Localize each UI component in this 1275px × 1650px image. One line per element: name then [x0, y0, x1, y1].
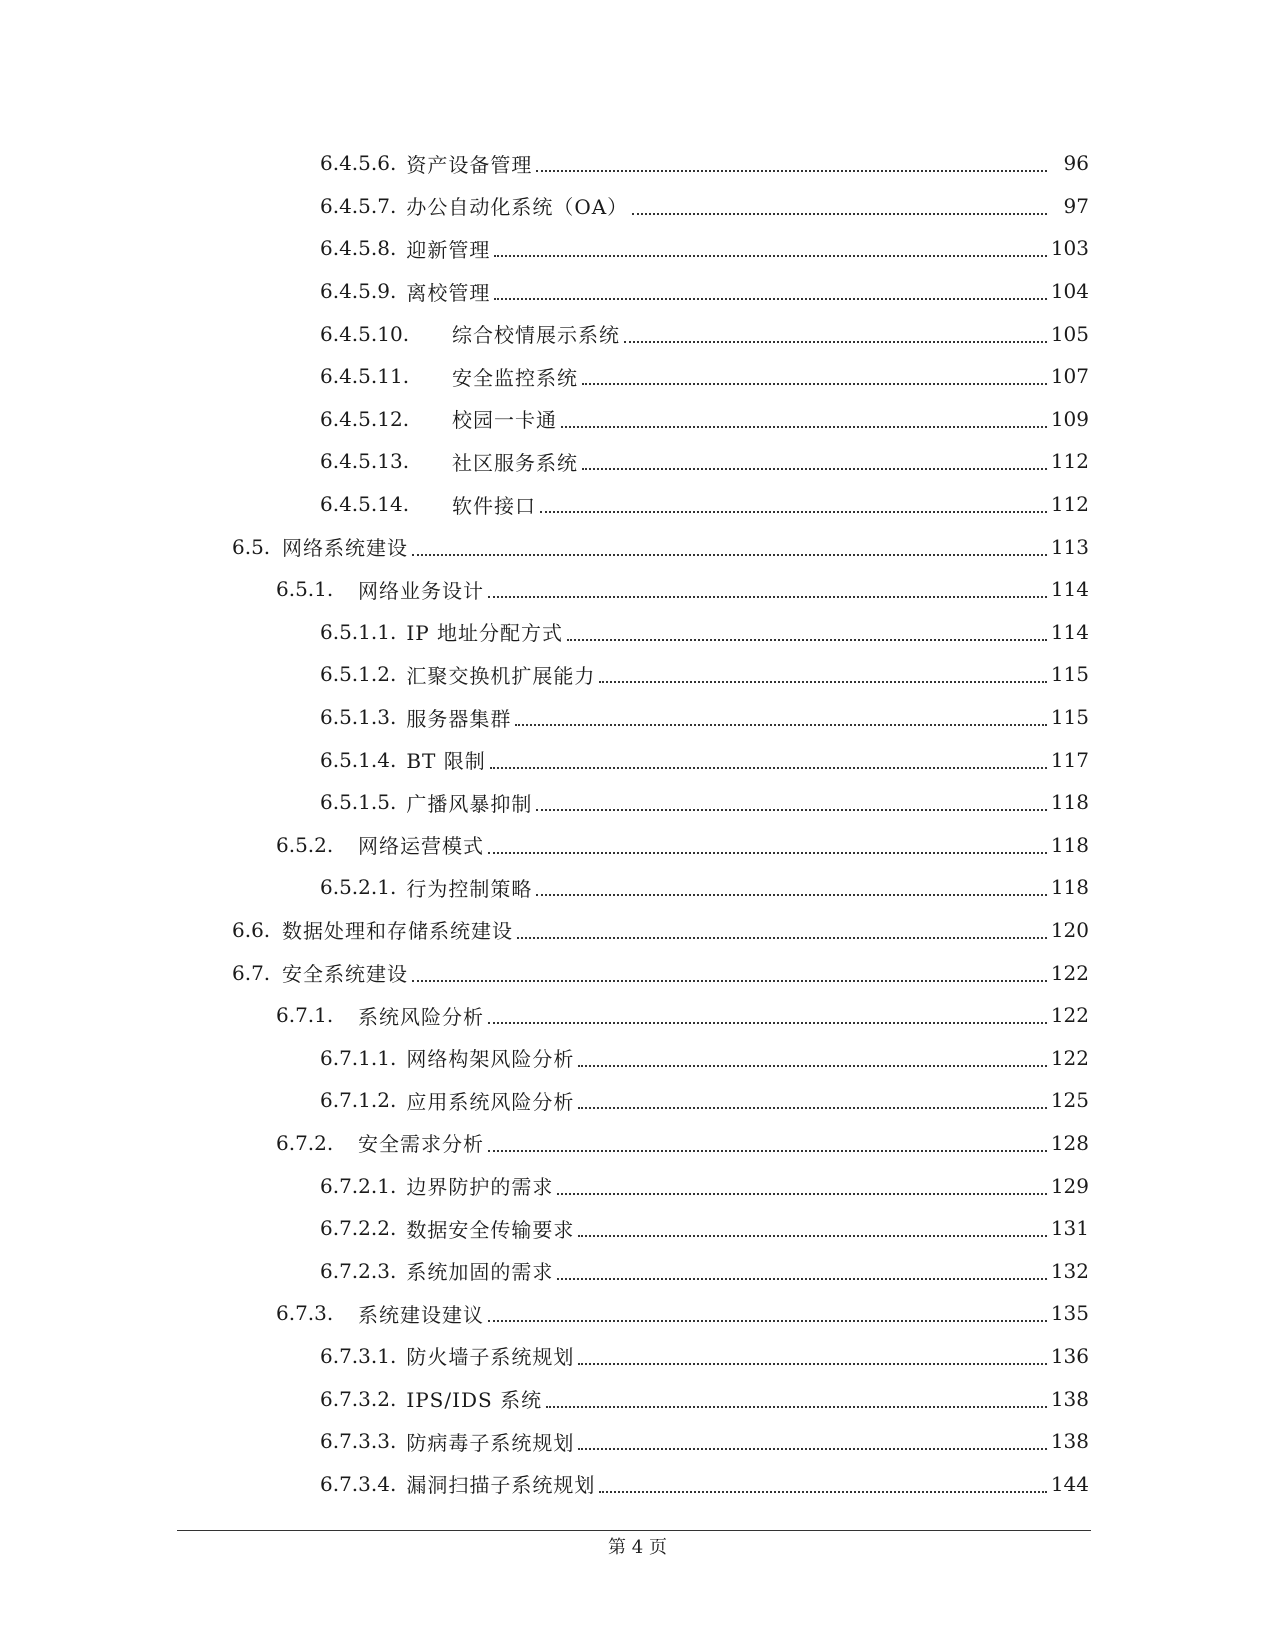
entry-number: 6.4.5.8. — [320, 236, 397, 261]
dot-leader — [412, 554, 1047, 556]
entry-page-number: 122 — [1050, 960, 1089, 985]
entry-page-number: 144 — [1050, 1471, 1089, 1496]
dot-leader — [488, 852, 1047, 854]
entry-number: 6.4.5.12. — [320, 406, 410, 431]
toc-entry[interactable] — [0, 1079, 1275, 1122]
dot-leader — [599, 681, 1047, 683]
entry-title: 边界防护的需求 — [406, 1175, 554, 1200]
dot-leader — [494, 255, 1047, 257]
dot-leader — [578, 1235, 1047, 1237]
toc-entry[interactable] — [0, 568, 1275, 611]
entry-number: 6.4.5.13. — [320, 449, 410, 474]
entry-title: 网络业务设计 — [358, 578, 484, 603]
dot-leader — [488, 596, 1047, 598]
toc-entry[interactable] — [0, 1036, 1275, 1079]
toc-entry[interactable] — [0, 440, 1275, 483]
entry-title: 网络运营模式 — [358, 834, 484, 859]
entry-title: 离校管理 — [406, 280, 491, 305]
entry-number: 6.4.5.7. — [320, 193, 397, 218]
entry-number: 6.7.3.4. — [320, 1471, 397, 1496]
entry-page-number: 131 — [1050, 1216, 1089, 1241]
toc-entry[interactable] — [0, 994, 1275, 1037]
toc-entry[interactable] — [0, 227, 1275, 270]
toc-entry[interactable] — [0, 142, 1275, 185]
entry-page-number: 120 — [1050, 917, 1089, 942]
entry-title: 迎新管理 — [406, 237, 491, 262]
toc-entry[interactable] — [0, 781, 1275, 824]
entry-page-number: 96 — [1063, 151, 1089, 176]
entry-title: 网络系统建设 — [282, 536, 408, 561]
entry-title: 系统加固的需求 — [406, 1260, 554, 1285]
entry-page-number: 128 — [1050, 1130, 1089, 1155]
entry-number: 6.7.2. — [276, 1130, 334, 1155]
entry-title: 办公自动化系统（OA） — [406, 195, 629, 220]
entry-number: 6.6. — [232, 917, 271, 942]
entry-number: 6.7.2.2. — [320, 1216, 397, 1241]
entry-title: 广播风暴抑制 — [406, 791, 533, 816]
entry-number: 6.5.1.5. — [320, 790, 397, 815]
dot-leader — [582, 468, 1047, 470]
toc-entry[interactable] — [0, 312, 1275, 355]
toc-entry[interactable] — [0, 1462, 1275, 1505]
dot-leader — [624, 341, 1047, 343]
dot-leader — [517, 937, 1047, 939]
entry-title: 行为控制策略 — [406, 876, 533, 901]
entry-page-number: 118 — [1050, 790, 1089, 815]
dot-leader — [546, 1406, 1047, 1408]
entry-title: 防火墙子系统规划 — [406, 1345, 575, 1370]
entry-page-number: 113 — [1050, 534, 1089, 559]
entry-number: 6.7.3. — [276, 1301, 334, 1326]
toc-entry[interactable] — [0, 824, 1275, 867]
entry-number: 6.7.2.3. — [320, 1258, 397, 1283]
entry-number: 6.4.5.6. — [320, 151, 397, 176]
entry-title: 软件接口 — [452, 493, 536, 518]
toc-entry[interactable] — [0, 909, 1275, 952]
entry-number: 6.5.2.1. — [320, 875, 397, 900]
entry-page-number: 138 — [1050, 1386, 1089, 1411]
dot-leader — [578, 1448, 1047, 1450]
entry-title: 服务器集群 — [406, 706, 512, 731]
entry-page-number: 114 — [1050, 577, 1089, 602]
dot-leader — [488, 1320, 1047, 1322]
toc-entry[interactable] — [0, 1164, 1275, 1207]
entry-title: 防病毒子系统规划 — [406, 1430, 575, 1455]
toc-entry[interactable] — [0, 866, 1275, 909]
entry-page-number: 129 — [1050, 1173, 1089, 1198]
entry-title: 资产设备管理 — [406, 152, 533, 177]
footer-divider — [177, 1530, 1091, 1531]
dot-leader — [412, 980, 1047, 982]
dot-leader — [557, 1193, 1047, 1195]
entry-page-number: 136 — [1050, 1343, 1089, 1368]
entry-page-number: 118 — [1050, 875, 1089, 900]
dot-leader — [515, 724, 1047, 726]
entry-page-number: 115 — [1050, 662, 1089, 687]
toc-entry[interactable] — [0, 270, 1275, 313]
entry-title: 安全系统建设 — [282, 962, 408, 987]
dot-leader — [567, 639, 1047, 641]
entry-title: 系统建设建议 — [358, 1302, 484, 1327]
entry-number: 6.4.5.9. — [320, 279, 397, 304]
entry-number: 6.5.2. — [276, 832, 334, 857]
dot-leader — [561, 426, 1047, 428]
page-footer-label: 第 4 页 — [608, 1537, 667, 1558]
dot-leader — [632, 213, 1047, 215]
toc-entry[interactable] — [0, 1249, 1275, 1292]
toc-entry[interactable] — [0, 483, 1275, 526]
entry-title: 数据安全传输要求 — [406, 1217, 575, 1242]
toc-entry[interactable] — [0, 611, 1275, 654]
entry-page-number: 135 — [1050, 1301, 1089, 1326]
toc-entry[interactable] — [0, 1207, 1275, 1250]
entry-page-number: 104 — [1050, 279, 1089, 304]
entry-number: 6.7.3.3. — [320, 1429, 397, 1454]
toc-entry[interactable] — [0, 1292, 1275, 1335]
entry-number: 6.7.1.2. — [320, 1088, 397, 1113]
entry-number: 6.5.1.4. — [320, 747, 397, 772]
dot-leader — [599, 1491, 1047, 1493]
entry-page-number: 103 — [1050, 236, 1089, 261]
dot-leader — [557, 1278, 1047, 1280]
toc-entry[interactable] — [0, 1122, 1275, 1165]
dot-leader — [578, 1065, 1047, 1067]
dot-leader — [578, 1107, 1047, 1109]
entry-title: 汇聚交换机扩展能力 — [406, 663, 596, 688]
entry-title: IP 地址分配方式 — [406, 621, 564, 646]
entry-number: 6.4.5.11. — [320, 364, 410, 389]
entry-number: 6.4.5.10. — [320, 321, 410, 346]
toc-entry[interactable] — [0, 1335, 1275, 1378]
entry-title: 综合校情展示系统 — [452, 323, 620, 348]
toc-entry[interactable] — [0, 1420, 1275, 1463]
entry-number: 6.7. — [232, 960, 271, 985]
dot-leader — [488, 1022, 1047, 1024]
entry-number: 6.5. — [232, 534, 271, 559]
entry-number: 6.7.2.1. — [320, 1173, 397, 1198]
dot-leader — [578, 1363, 1047, 1365]
entry-page-number: 122 — [1050, 1045, 1089, 1070]
entry-page-number: 114 — [1050, 619, 1089, 644]
entry-page-number: 125 — [1050, 1088, 1089, 1113]
entry-page-number: 132 — [1050, 1258, 1089, 1283]
dot-leader — [536, 170, 1047, 172]
entry-number: 6.4.5.14. — [320, 492, 410, 517]
entry-number: 6.5.1.3. — [320, 705, 397, 730]
toc-entry[interactable] — [0, 355, 1275, 398]
entry-page-number: 117 — [1050, 747, 1089, 772]
entry-page-number: 122 — [1050, 1003, 1089, 1028]
entry-title: 校园一卡通 — [452, 408, 557, 433]
entry-title: 应用系统风险分析 — [406, 1089, 575, 1114]
toc-entry[interactable] — [0, 525, 1275, 568]
toc-entry[interactable] — [0, 185, 1275, 228]
dot-leader — [536, 894, 1047, 896]
dot-leader — [490, 767, 1047, 769]
entry-page-number: 138 — [1050, 1429, 1089, 1454]
toc-entry[interactable] — [0, 398, 1275, 441]
dot-leader — [540, 511, 1047, 513]
toc-entry[interactable] — [0, 738, 1275, 781]
entry-title: 社区服务系统 — [452, 450, 578, 475]
entry-title: BT 限制 — [406, 749, 486, 774]
entry-page-number: 107 — [1050, 364, 1089, 389]
entry-title: 安全需求分析 — [358, 1132, 484, 1157]
toc-entry[interactable] — [0, 951, 1275, 994]
entry-page-number: 105 — [1050, 321, 1089, 346]
toc-entry[interactable] — [0, 653, 1275, 696]
dot-leader — [488, 1150, 1047, 1152]
table-of-contents — [0, 142, 1275, 1505]
entry-number: 6.7.1.1. — [320, 1045, 397, 1070]
entry-title: 数据处理和存储系统建设 — [282, 919, 513, 944]
dot-leader — [494, 298, 1047, 300]
entry-page-number: 109 — [1050, 406, 1089, 431]
entry-title: 网络构架风险分析 — [406, 1047, 575, 1072]
entry-title: 系统风险分析 — [358, 1004, 484, 1029]
entry-page-number: 115 — [1050, 705, 1089, 730]
entry-page-number: 118 — [1050, 832, 1089, 857]
entry-page-number: 97 — [1063, 193, 1089, 218]
entry-page-number: 112 — [1050, 492, 1089, 517]
entry-number: 6.7.3.1. — [320, 1343, 397, 1368]
toc-entry[interactable] — [0, 696, 1275, 739]
entry-number: 6.7.3.2. — [320, 1386, 397, 1411]
entry-number: 6.7.1. — [276, 1003, 334, 1028]
entry-title: 漏洞扫描子系统规划 — [406, 1473, 596, 1498]
entry-number: 6.5.1. — [276, 577, 334, 602]
entry-page-number: 112 — [1050, 449, 1089, 474]
dot-leader — [536, 809, 1047, 811]
entry-title: IPS/IDS 系统 — [406, 1388, 543, 1413]
toc-entry[interactable] — [0, 1377, 1275, 1420]
dot-leader — [582, 383, 1047, 385]
entry-number: 6.5.1.1. — [320, 619, 397, 644]
entry-title: 安全监控系统 — [452, 365, 578, 390]
entry-number: 6.5.1.2. — [320, 662, 397, 687]
